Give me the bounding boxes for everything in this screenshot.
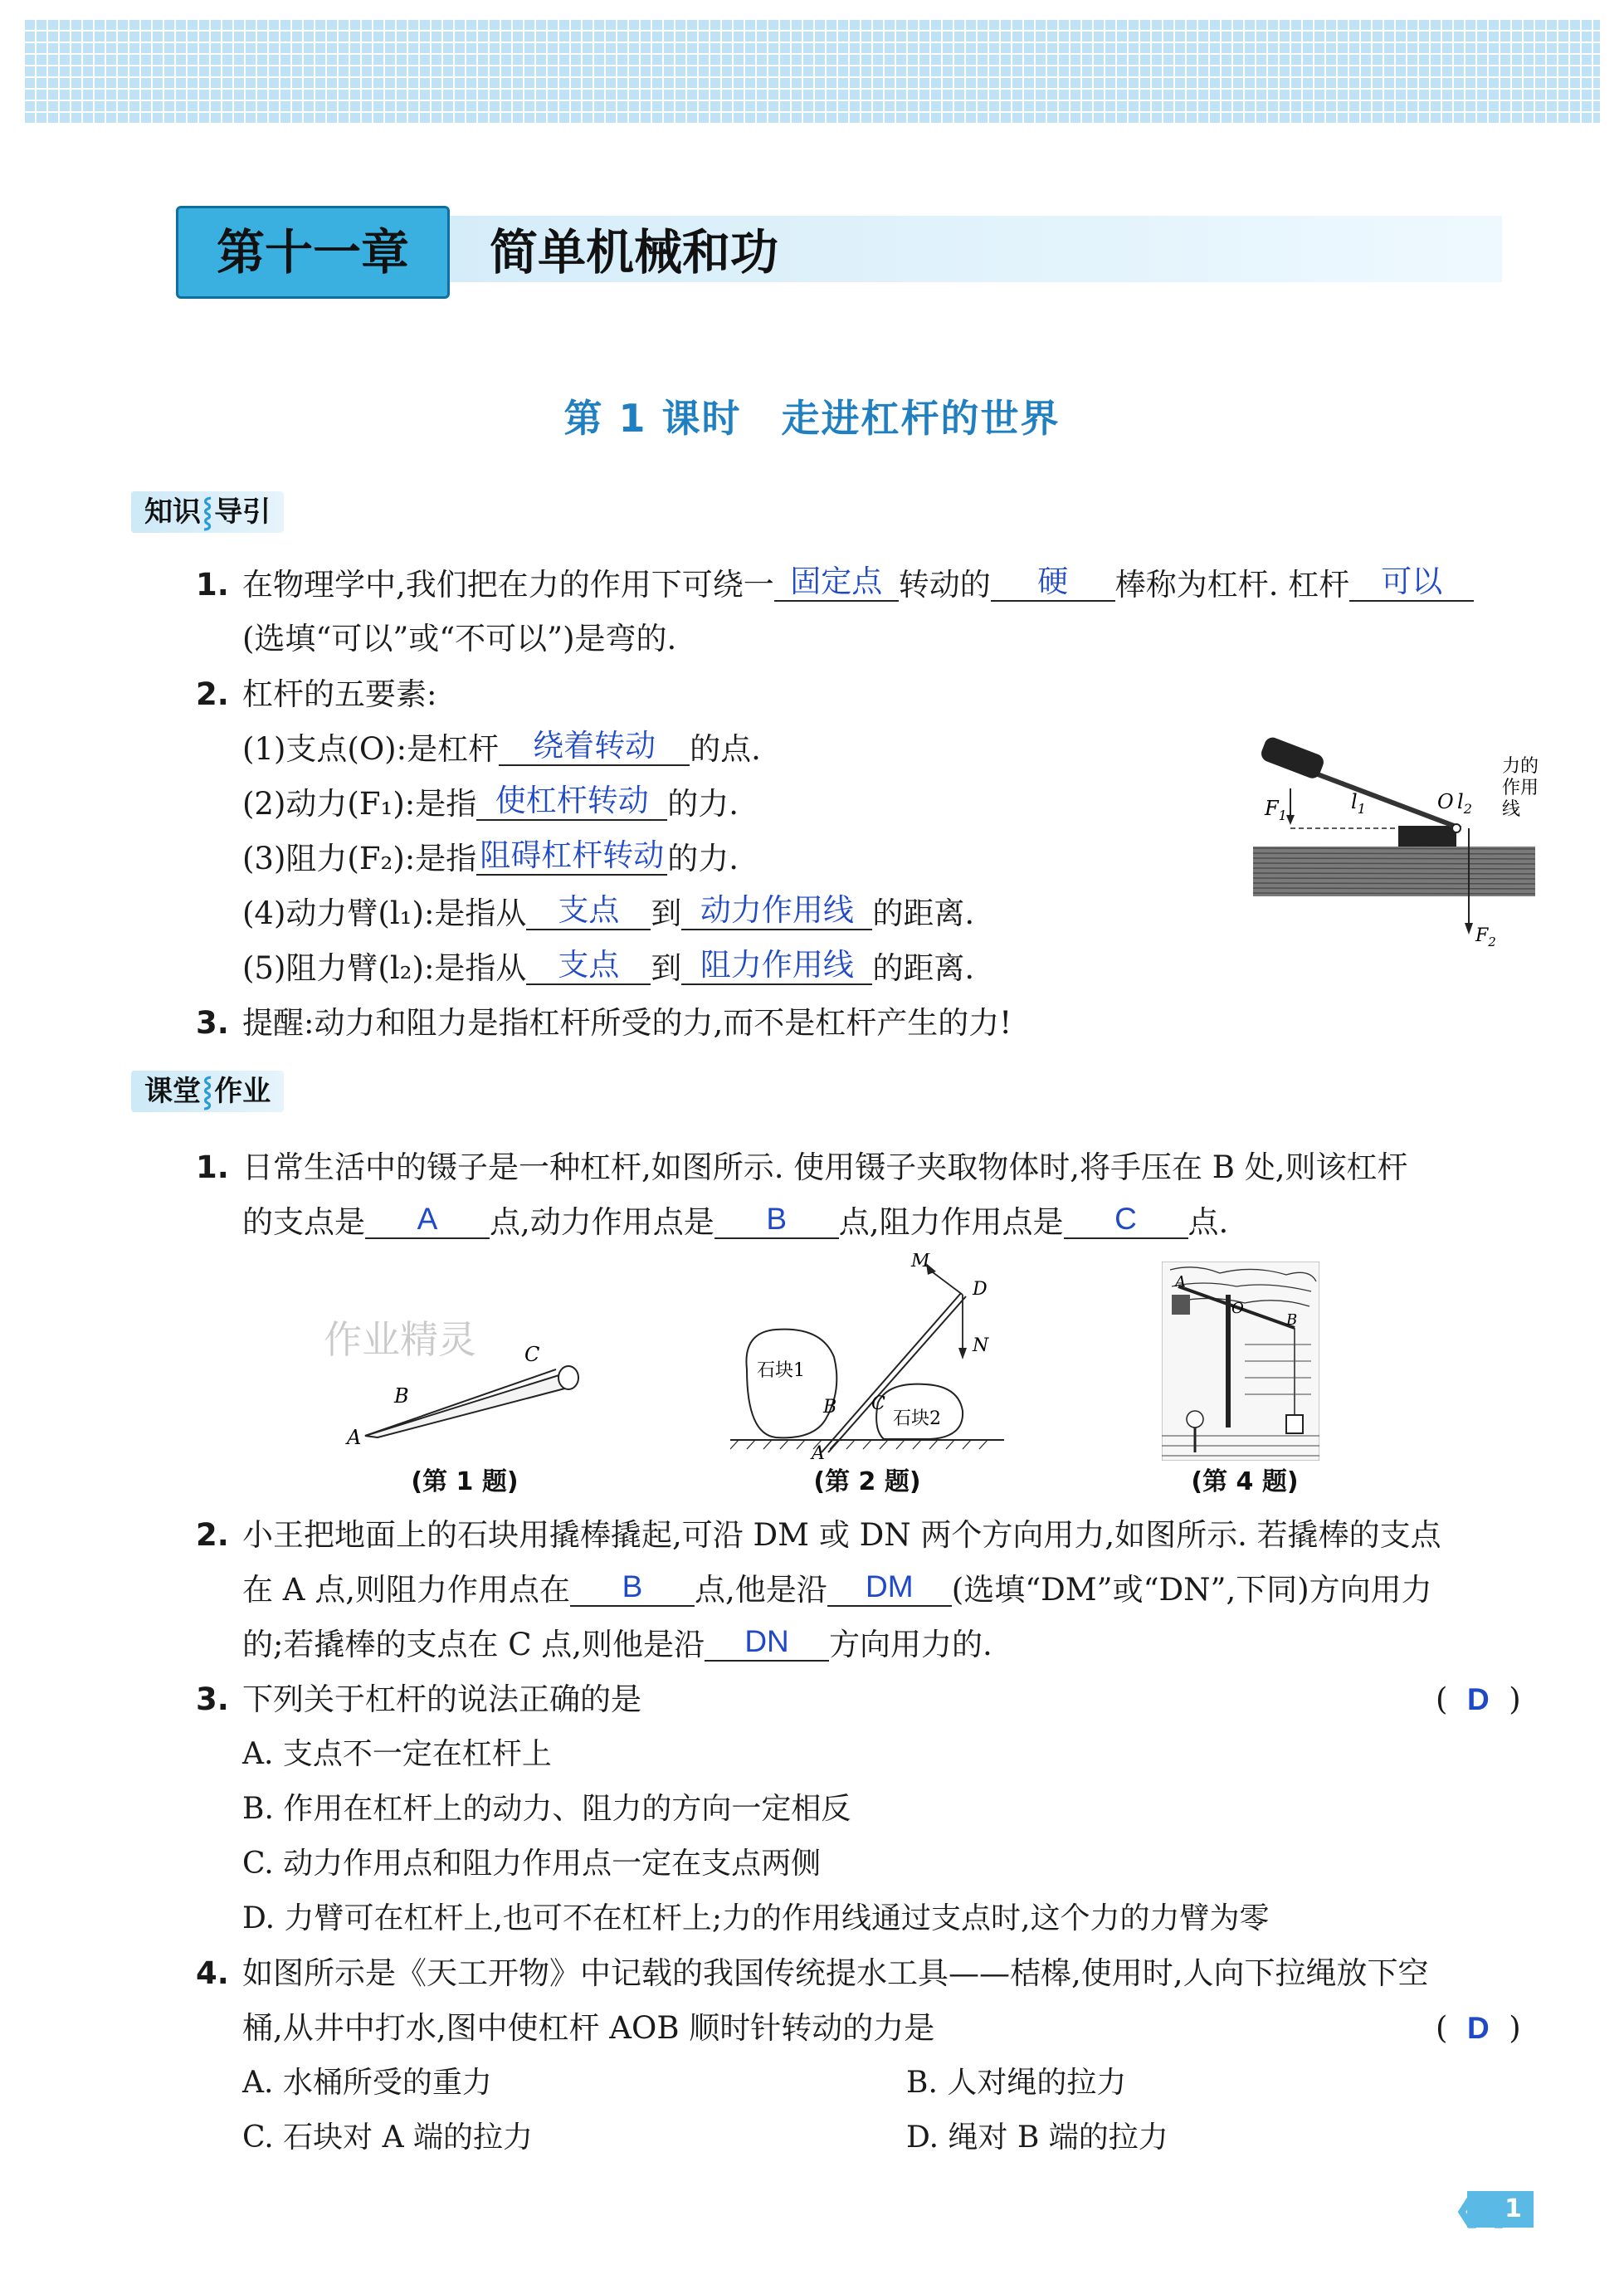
lever-diagram-figure	[1253, 722, 1552, 946]
label-l1: $l_1$	[1351, 790, 1366, 817]
answer-blank: DM	[827, 1569, 952, 1607]
answer-blank: 绕着转动	[499, 728, 690, 766]
text: 方向用力的.	[829, 1627, 992, 1662]
text: 下列关于杠杆的说法正确的是	[242, 1681, 641, 1717]
label-F2: $F_2$	[1475, 925, 1496, 946]
text: 如图所示是《天工开物》中记载的我国传统提水工具——桔槔,使用时,人向下拉绳放下空	[242, 1955, 1429, 1991]
answer-blank: 支点	[526, 892, 651, 930]
hw-q2-line1	[196, 1515, 1441, 1556]
text: (4)动力臂(l₁):是指从	[242, 896, 527, 931]
label-F1: $F_1$	[1265, 797, 1287, 823]
caption-fig1: (第 1 题)	[411, 1467, 519, 1496]
arrow-DN	[958, 1348, 967, 1359]
section-tag-homework	[131, 1071, 284, 1112]
text: (选填“DM”或“DN”,下同)方向用力	[951, 1572, 1432, 1608]
text: 的距离.	[872, 950, 975, 986]
lesson-title: 第 1 课时 走进杠杆的世界	[563, 396, 1061, 441]
label-B: B	[394, 1384, 409, 1408]
text: 点,动力作用点是	[490, 1204, 714, 1240]
text: 点,阻力作用点是	[838, 1204, 1064, 1240]
hw-q3-option-c: C. 动力作用点和阻力作用点一定在支点两侧	[242, 1847, 822, 1881]
stone-1	[746, 1330, 836, 1438]
answer-blank: DN	[705, 1623, 829, 1662]
label-B: B	[1286, 1311, 1298, 1329]
answer-blank: 使杠杆转动	[476, 783, 667, 821]
label-stone1: 石块1	[757, 1360, 805, 1381]
label-force-line-3: 线	[1502, 799, 1521, 820]
guide-q2-item2	[242, 783, 739, 825]
text: 点.	[1188, 1204, 1229, 1240]
bucket	[1286, 1415, 1303, 1433]
guide-q3	[196, 1003, 1012, 1044]
label-A: A	[347, 1426, 362, 1449]
hw-q4-option-a: A. 水桶所受的重力	[242, 2066, 492, 2100]
answer-blank: C	[1064, 1201, 1188, 1239]
text: 在 A 点,则阻力作用点在	[242, 1572, 571, 1608]
page-number: 1	[1467, 2191, 1534, 2228]
answer-blank: B	[570, 1569, 695, 1607]
hw-q4-answer-paren: ( D )	[1436, 2010, 1521, 2046]
chapter-title: 简单机械和功	[490, 224, 779, 281]
text: 的支点是	[242, 1204, 365, 1240]
answer-blank: 阻碍杠杆转动	[476, 837, 667, 876]
section-tag-homework-part1: 课堂	[144, 1075, 201, 1108]
question-number: 3.	[196, 1005, 229, 1041]
question-number: 2.	[196, 676, 229, 712]
hw-q2-line3	[242, 1624, 992, 1666]
label-O: O	[1437, 790, 1454, 813]
label-stone2: 石块2	[893, 1408, 941, 1429]
guide-q1-line2: (选填“可以”或“不可以”)是弯的.	[242, 621, 677, 656]
hw-q1-line1	[196, 1147, 1408, 1188]
screwdriver-handle	[1259, 735, 1326, 781]
tweezers-figure	[315, 1295, 597, 1461]
label-M: M	[911, 1253, 930, 1271]
answer-blank: 硬	[991, 564, 1115, 602]
answer-blank: 固定点	[774, 564, 899, 602]
text: 点,他是沿	[695, 1572, 827, 1608]
text: 的距离.	[872, 896, 975, 931]
answer-blank: B	[714, 1201, 839, 1239]
stone-weight	[1172, 1295, 1190, 1315]
text: 小王把地面上的石块用撬棒撬起,可沿 DM 或 DN 两个方向用力,如图所示. 若撬棒的支点	[242, 1517, 1441, 1553]
ground-hatching	[730, 1440, 988, 1449]
label-D: D	[973, 1279, 988, 1300]
header-grid-band	[23, 18, 1600, 124]
guide-q2-item3	[242, 838, 739, 880]
answer-blank: 可以	[1349, 564, 1474, 602]
page-number-arrows-icon: ❮❮	[1454, 2190, 1507, 2228]
hw-q4-line1	[196, 1953, 1429, 1994]
caption-fig4: (第 4 题)	[1191, 1467, 1299, 1496]
watermark: 作业精灵	[324, 1317, 476, 1362]
text: 到	[651, 950, 682, 986]
section-tag-guide-part2: 导引	[214, 495, 271, 529]
answer-blank: 动力作用线	[681, 892, 872, 930]
text: 的力.	[667, 786, 739, 822]
hw-q3-stem	[196, 1679, 641, 1720]
chapter-number: 第十一章	[216, 224, 409, 281]
label-C: C	[871, 1393, 885, 1414]
hw-q3-option-a: A. 支点不一定在杠杆上	[242, 1737, 552, 1771]
crowbar-figure	[730, 1253, 1004, 1461]
hw-q3-option-b: B. 作用在杠杆上的动力、阻力的方向一定相反	[242, 1792, 851, 1826]
text: (1)支点(O):是杠杆	[242, 731, 500, 767]
guide-q2-item5	[242, 948, 974, 989]
label-B: B	[823, 1397, 837, 1418]
text: 的力.	[667, 841, 739, 876]
wooden-board	[1253, 847, 1535, 896]
well-sweep-figure	[1162, 1262, 1319, 1461]
question-number: 1.	[196, 567, 229, 603]
label-O: O	[1231, 1300, 1244, 1317]
guide-q1-line1	[196, 564, 1474, 606]
section-tag-mark: ⸾	[202, 1075, 213, 1108]
choice-answer: D	[1466, 1682, 1490, 1716]
label-force-line-1: 力的	[1502, 756, 1539, 777]
text: (2)动力(F₁):是指	[242, 786, 477, 822]
text: (5)阻力臂(l₂):是指从	[242, 950, 527, 986]
guide-q2-item1	[242, 729, 761, 770]
hw-q3-answer-paren: ( D )	[1436, 1681, 1521, 1717]
text: 在物理学中,我们把在力的作用下可绕一	[242, 567, 774, 603]
text: 转动的	[898, 567, 991, 603]
person-head	[1187, 1411, 1203, 1428]
hw-q4-option-b: B. 人对绳的拉力	[906, 2066, 1127, 2100]
answer-blank: A	[365, 1201, 490, 1239]
hw-q2-line2	[242, 1569, 1432, 1611]
choice-answer: D	[1466, 2011, 1490, 2045]
tweezers-tip	[558, 1366, 578, 1389]
text: 杠杆的五要素:	[242, 676, 437, 712]
label-C: C	[524, 1343, 540, 1366]
question-number: 1.	[196, 1149, 229, 1185]
hw-q3-option-d: D. 力臂可在杠杆上,也可不在杠杆上;力的作用线通过支点时,这个力的力臂为零	[242, 1901, 1270, 1935]
label-force-line-2: 作用	[1502, 778, 1539, 798]
section-tag-mark: ⸾	[202, 495, 213, 529]
text: (3)阻力(F₂):是指	[242, 841, 477, 876]
question-number: 4.	[196, 1955, 229, 1991]
section-tag-guide	[131, 491, 284, 533]
hw-q4-option-d: D. 绳对 B 端的拉力	[906, 2121, 1168, 2155]
label-A: A	[1175, 1273, 1186, 1291]
guide-q2-item4	[242, 893, 974, 935]
text: 棒称为杠杆. 杠杆	[1114, 567, 1350, 603]
label-A: A	[812, 1443, 825, 1461]
F2-arrow	[1465, 923, 1473, 935]
answer-blank: 阻力作用线	[681, 947, 872, 985]
hw-q4-option-c: C. 石块对 A 端的拉力	[242, 2121, 534, 2155]
F1-arrow	[1286, 815, 1295, 825]
fulcrum-point	[1452, 824, 1461, 832]
label-N: N	[973, 1335, 989, 1356]
text: 提醒:动力和阻力是指杠杆所受的力,而不是杠杆产生的力!	[242, 1005, 1012, 1041]
hw-q4-line2: 桶,从井中打水,图中使杠杆 AOB 顺时针转动的力是	[242, 2010, 935, 2046]
answer-blank: 支点	[526, 947, 651, 985]
text: 到	[651, 896, 682, 931]
guide-q2-title	[196, 674, 436, 715]
question-number: 2.	[196, 1517, 229, 1553]
hw-q1-line2	[242, 1202, 1228, 1243]
text: 日常生活中的镊子是一种杠杆,如图所示. 使用镊子夹取物体时,将手压在 B 处,则该杠杆	[242, 1149, 1408, 1185]
caption-fig2: (第 2 题)	[813, 1467, 921, 1496]
label-l2: $l_2$	[1457, 790, 1472, 817]
section-tag-homework-part2: 作业	[214, 1075, 271, 1108]
section-tag-guide-part1: 知识	[144, 495, 201, 529]
text: 的点.	[690, 731, 761, 767]
question-number: 3.	[196, 1681, 229, 1717]
text: 的;若撬棒的支点在 C 点,则他是沿	[242, 1627, 705, 1662]
